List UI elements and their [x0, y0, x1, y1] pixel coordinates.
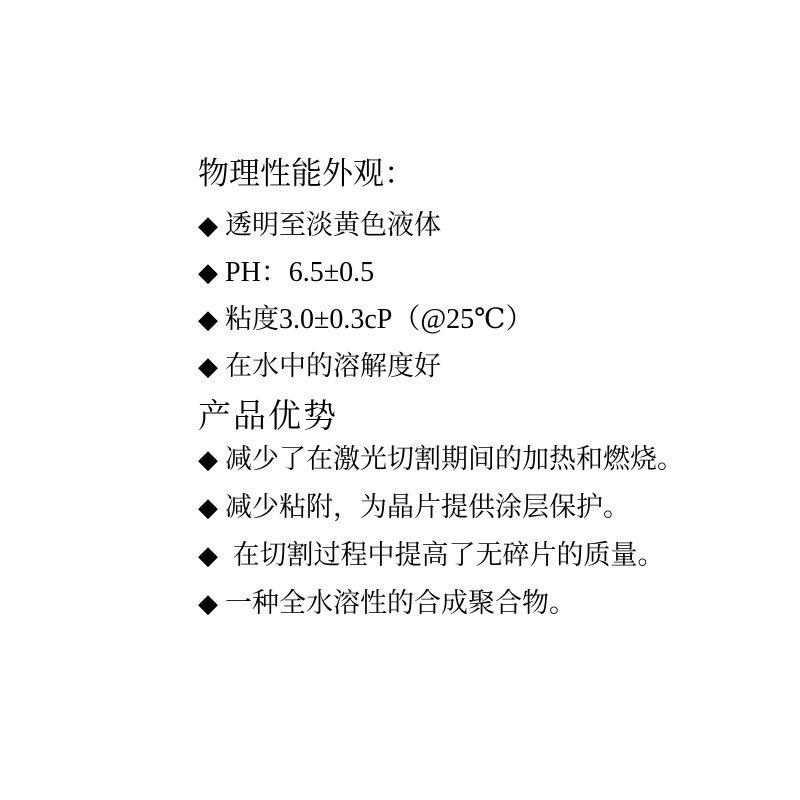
bullet-item-solubility — [198, 350, 760, 383]
bullet-item-heat-burn — [198, 443, 760, 476]
diamond-bullet-icon: ◆ — [198, 257, 218, 287]
section-physical-properties — [198, 156, 760, 383]
bullet-item-ph — [198, 256, 760, 289]
bullet-text: 减少了在激光切割期间的加热和燃烧。 — [225, 444, 684, 474]
bullet-text: 粘度 — [225, 304, 279, 334]
bullet-text-latin: PH：6.5±0.5 — [225, 257, 375, 288]
diamond-bullet-icon: ◆ — [198, 304, 218, 334]
bullet-text-latin: 3.0±0.3cP（@25℃） — [279, 304, 534, 335]
bullet-item-viscosity — [198, 303, 760, 336]
diamond-bullet-icon: ◆ — [198, 492, 218, 522]
bullet-item-polymer — [198, 587, 760, 620]
diamond-bullet-icon: ◆ — [198, 351, 218, 381]
bullet-text: 透明至淡黄色液体 — [225, 210, 441, 240]
bullet-item-adhesion — [198, 491, 760, 524]
diamond-bullet-icon: ◆ — [198, 210, 218, 240]
diamond-bullet-icon: ◆ — [198, 540, 218, 570]
section-heading-physical-properties: 物理性能外观： — [198, 156, 415, 191]
bullet-item-chip-free — [198, 539, 760, 572]
bullet-text: 在水中的溶解度好 — [225, 351, 441, 381]
bullet-text: 在切割过程中提高了无碎片的质量。 — [225, 540, 665, 570]
diamond-bullet-icon: ◆ — [198, 444, 218, 474]
section-product-advantages — [198, 397, 760, 620]
section-heading-product-advantages: 产品优势 — [198, 397, 338, 434]
bullet-item-appearance — [198, 209, 760, 242]
bullet-text: 一种全水溶性的合成聚合物。 — [225, 588, 576, 618]
bullet-text: 减少粘附，为晶片提供涂层保护。 — [225, 492, 630, 522]
diamond-bullet-icon: ◆ — [198, 588, 218, 618]
